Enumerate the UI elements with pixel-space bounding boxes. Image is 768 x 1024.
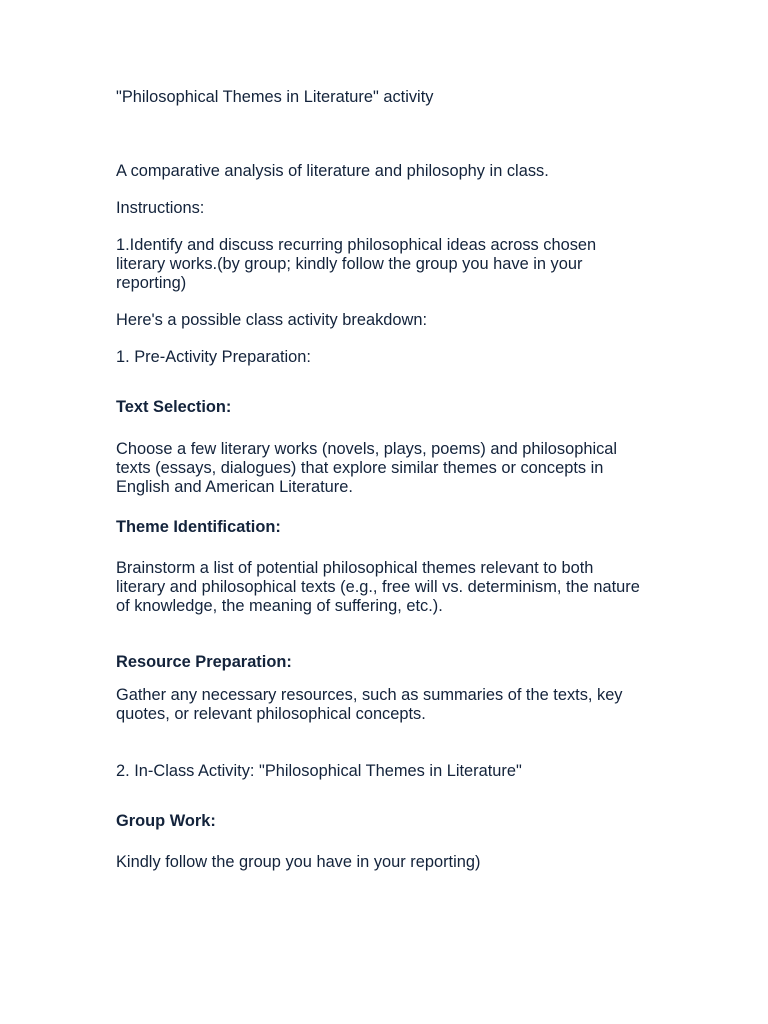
- section-1-heading: 1. Pre-Activity Preparation:: [116, 348, 311, 366]
- resource-preparation-body: Gather any necessary resources, such as summaries of the texts, key quotes, or relevant philosophical concepts.: [116, 686, 623, 723]
- breakdown-intro: Here's a possible class activity breakdown:: [116, 311, 428, 329]
- resource-preparation-heading: Resource Preparation:: [116, 653, 292, 671]
- group-work-heading: Group Work:: [116, 812, 216, 830]
- instruction-item-1: 1.Identify and discuss recurring philosophical ideas across chosen literary works.(by group; kindly follow the group you have in your reporting): [116, 236, 597, 292]
- document-title: "Philosophical Themes in Literature" activity: [116, 88, 434, 106]
- text-selection-body: Choose a few literary works (novels, plays, poems) and philosophical texts (essays, dialogues) that explore similar themes or concepts in English and American Literature.: [116, 440, 618, 496]
- group-work-body: Kindly follow the group you have in your reporting): [116, 853, 481, 871]
- intro-paragraph: A comparative analysis of literature and philosophy in class.: [116, 162, 549, 180]
- text-selection-heading: Text Selection:: [116, 398, 232, 416]
- theme-identification-heading: Theme Identification:: [116, 518, 281, 536]
- theme-identification-body: Brainstorm a list of potential philosophical themes relevant to both literary and philosophical texts (e.g., free will vs. determinism, the nature of knowledge, the meaning of suffering, etc.).: [116, 559, 640, 615]
- section-2-heading: 2. In-Class Activity: "Philosophical Themes in Literature": [116, 762, 522, 780]
- instructions-label: Instructions:: [116, 199, 205, 217]
